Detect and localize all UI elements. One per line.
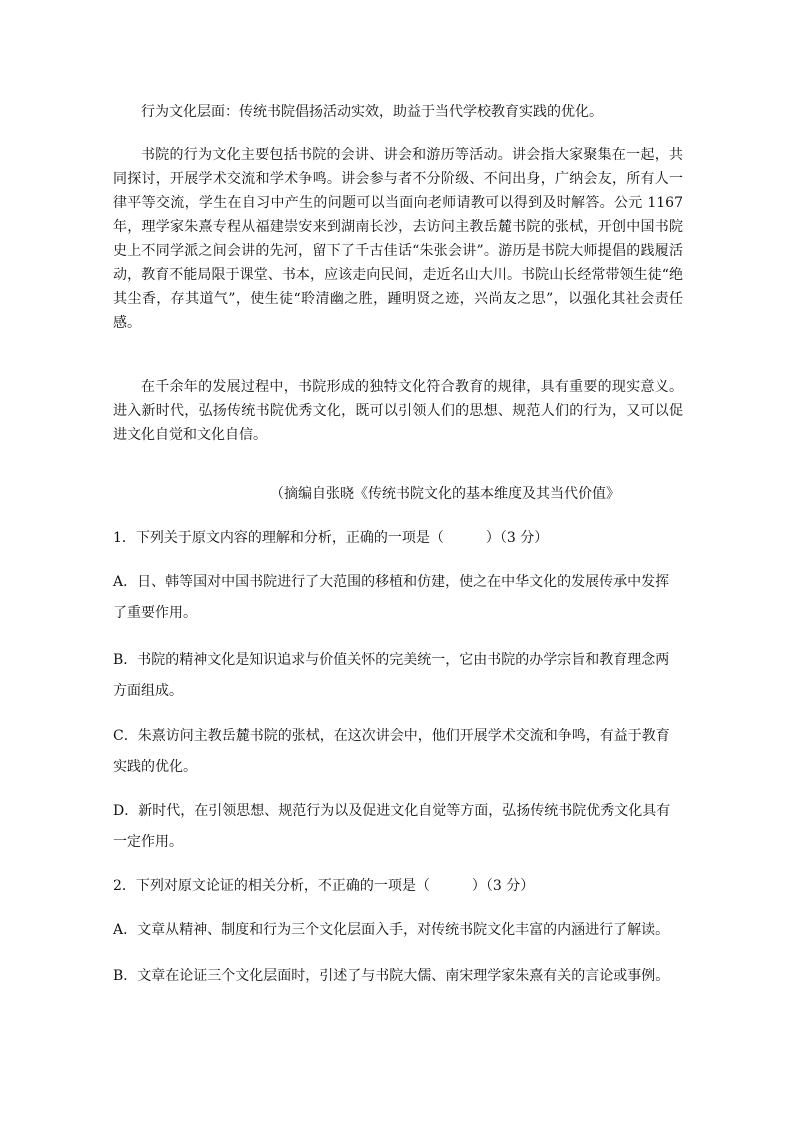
behavior-culture-paragraph: 书院的行为文化主要包括书院的会讲、讲会和游历等活动。讲会指大家聚集在一起，共同探讨，开展学术交流和学术争鸣。讲会参与者不分阶级、不问出身，广纳会友，所有人一律平等交流，学生在自习中产生的问题可以当面向老师请教可以得到及时解答。公元 1167 年，理学家朱熹专程从福建崇安来到湖南长沙，去访问主教岳麓书院的张栻，开创中国书院史上不同学派之间会讲的先河，留下了千古佳话“朱张会讲”。游历是书院大师提倡的践履活动，教育不能局限于课堂、书本，应该走向民间，走近名山大川。书院山长经常带领生徒“绝其尘香，存其道气”，使生徒“聆清幽之胜，踵明贤之迹，兴尚友之思”，以强化其社会责任感。 xyxy=(113,147,683,331)
question-1-option-b: B．书院的精神文化是知识追求与价值关怀的完美统一，它由书院的办学宗旨和教育理念两方面组成。 xyxy=(113,652,670,699)
question-1-option-d: D．新时代，在引领思想、规范行为以及促进文化自觉等方面，弘扬传统书院优秀文化具有一定作用。 xyxy=(113,803,671,850)
question-1-stem: 1．下列关于原文内容的理解和分析，正确的一项是（ ）（3 分） xyxy=(113,530,549,546)
question-2-stem: 2．下列对原文论证的相关分析，不正确的一项是（ ）（3 分） xyxy=(113,878,535,894)
behavior-culture-heading: 行为文化层面：传统书院倡扬活动实效，助益于当代学校教育实践的优化。 xyxy=(141,104,603,120)
source-citation: （摘编自张晓《传统书院文化的基本维度及其当代价值》 xyxy=(270,486,620,502)
question-2-option-b: B．文章在论证三个文化层面时，引述了与书院大儒、南宋理学家朱熹有关的言论或事例。 xyxy=(113,968,670,984)
question-2-option-a: A．文章从精神、制度和行为三个文化层面入手，对传统书院文化丰富的内涵进行了解读。 xyxy=(113,922,670,938)
conclusion-paragraph: 在千余年的发展过程中，书院形成的独特文化符合教育的规律，具有重要的现实意义。进入新时代，弘扬传统书院优秀文化，既可以引领人们的思想、规范人们的行为，又可以促进文化自觉和文化自信。 xyxy=(113,379,683,443)
question-1-option-a: A．日、韩等国对中国书院进行了大范围的移植和仿建，使之在中华文化的发展传承中发挥了重要作用。 xyxy=(113,574,670,621)
question-1-option-c: C．朱熹访问主教岳麓书院的张栻，在这次讲会中，他们开展学术交流和争鸣，有益于教育实践的优化。 xyxy=(113,728,670,775)
